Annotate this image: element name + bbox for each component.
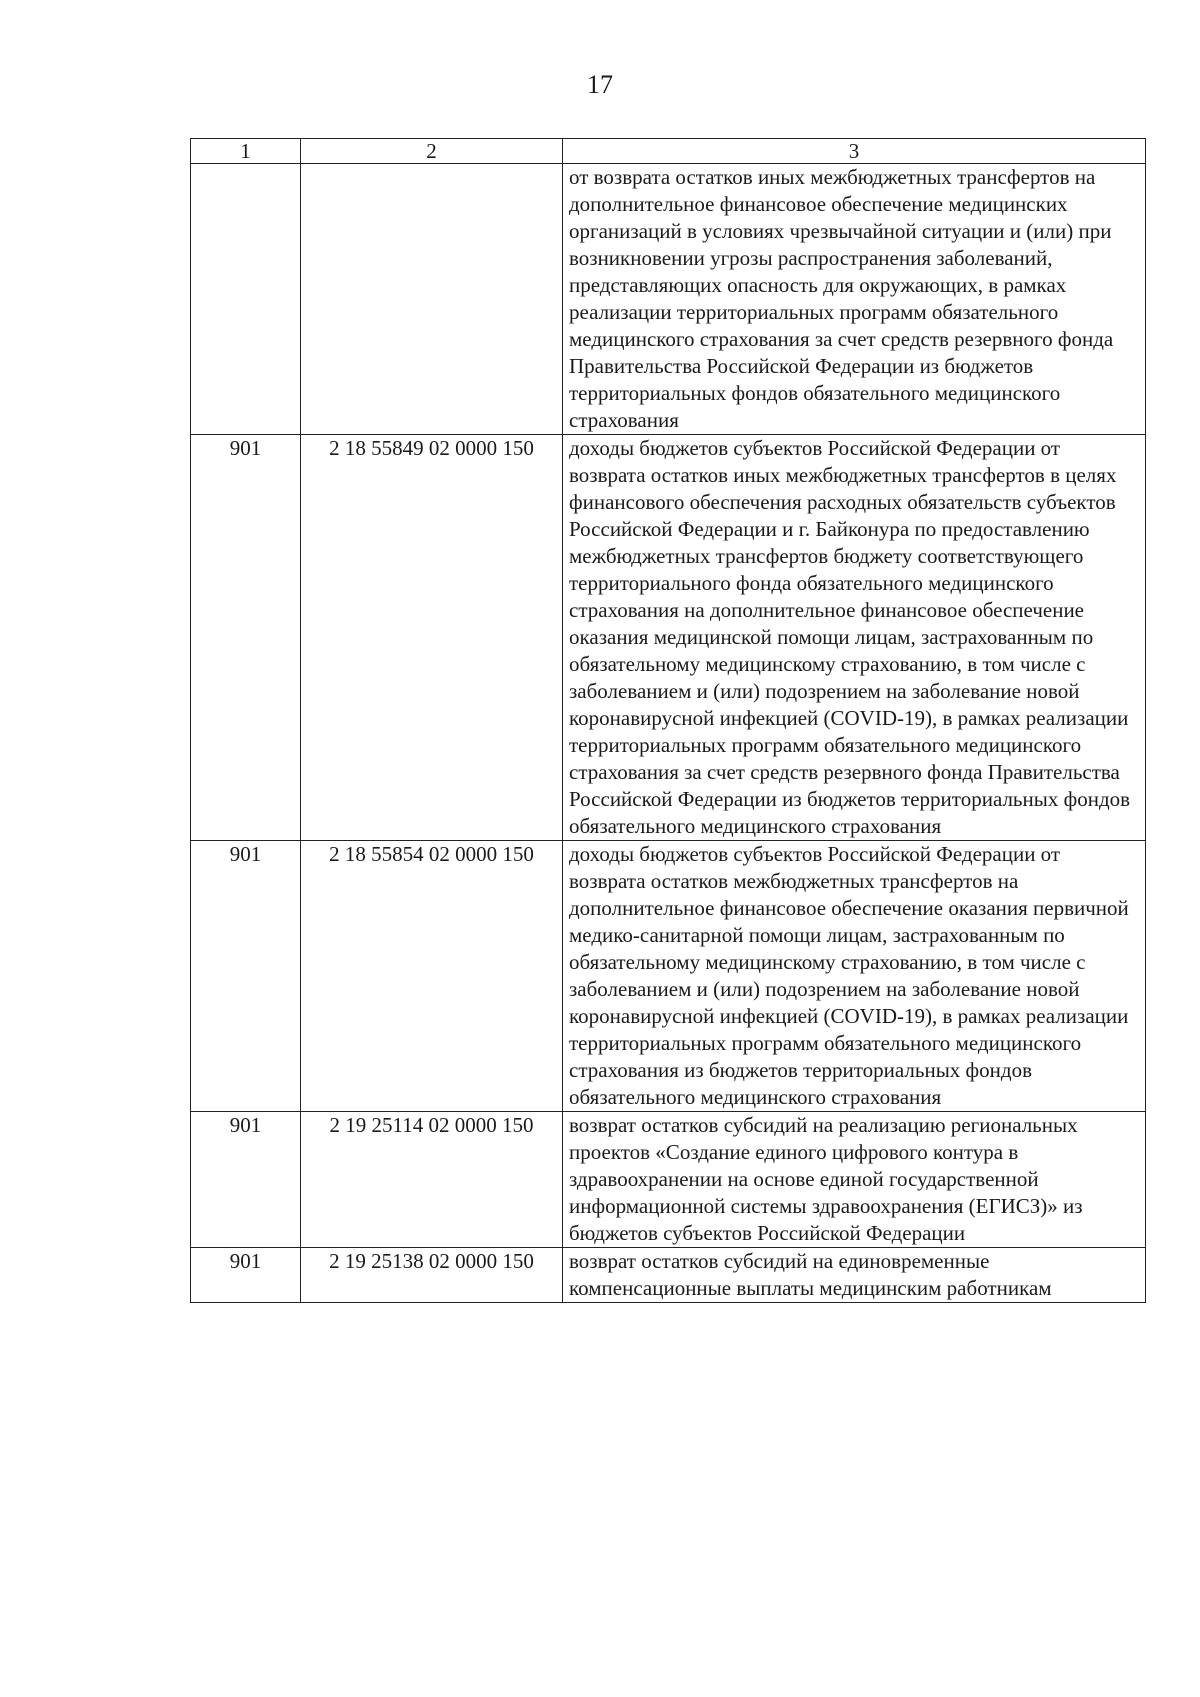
admin-code-cell: 901 <box>191 1248 301 1303</box>
description-cell: доходы бюджетов субъектов Российской Федерации от возврата остатков иных межбюджетных трансфертов в целях финансового обеспечения расходных обязательств субъектов Российской Федерации и г. Байконура по предоставлению межбюджетных трансфертов бюджету соответствующего территориального фонда обязательного медицинского страхования на дополнительное финансовое обеспечение оказания медицинской помощи лицам, застрахованным по обязательному медицинскому страхованию, в том числе с заболеванием и (или) подозрением на заболевание новой коронавирусной инфекцией (COVID-19), в рамках реализации территориальных программ обязательного медицинского страхования за счет средств резервного фонда Правительства Российской Федерации из бюджетов территориальных фондов обязательного медицинского страхования <box>563 435 1146 841</box>
admin-code-cell: 901 <box>191 1112 301 1248</box>
table-row <box>191 164 1146 435</box>
revenue-code-cell <box>301 164 563 435</box>
revenue-code-cell: 2 18 55854 02 0000 150 <box>301 841 563 1112</box>
description-cell: доходы бюджетов субъектов Российской Федерации от возврата остатков межбюджетных трансфертов на дополнительное финансовое обеспечение оказания первичной медико-санитарной помощи лицам, застрахованным по обязательному медицинскому страхованию, в том числе с заболеванием и (или) подозрением на заболевание новой коронавирусной инфекцией (COVID-19), в рамках реализации территориальных программ обязательного медицинского страхования из бюджетов территориальных фондов обязательного медицинского страхования <box>563 841 1146 1112</box>
admin-code-cell <box>191 164 301 435</box>
description-cell: от возврата остатков иных межбюджетных трансфертов на дополнительное финансовое обеспечение медицинских организаций в условиях чрезвычайной ситуации и (или) при возникновении угрозы распространения заболеваний, представляющих опасность для окружающих, в рамках реализации территориальных программ обязательного медицинского страхования за счет средств резервного фонда Правительства Российской Федерации из бюджетов территориальных фондов обязательного медицинского страхования <box>563 164 1146 435</box>
header-col-3: 3 <box>563 139 1146 164</box>
table-row <box>191 1112 1146 1248</box>
revenue-code-cell: 2 19 25114 02 0000 150 <box>301 1112 563 1248</box>
header-col-1: 1 <box>191 139 301 164</box>
table-header-row <box>191 139 1146 164</box>
description-cell: возврат остатков субсидий на единовременные компенсационные выплаты медицинским работникам <box>563 1248 1146 1303</box>
header-col-2: 2 <box>301 139 563 164</box>
revenue-codes-table <box>190 138 1146 1303</box>
revenue-code-cell: 2 18 55849 02 0000 150 <box>301 435 563 841</box>
description-cell: возврат остатков субсидий на реализацию региональных проектов «Создание единого цифрового контура в здравоохранении на основе единой государственной информационной системы здравоохранения (ЕГИСЗ)» из бюджетов субъектов Российской Федерации <box>563 1112 1146 1248</box>
table-row <box>191 1248 1146 1303</box>
table-row <box>191 841 1146 1112</box>
revenue-code-cell: 2 19 25138 02 0000 150 <box>301 1248 563 1303</box>
table-row <box>191 435 1146 841</box>
admin-code-cell: 901 <box>191 841 301 1112</box>
admin-code-cell: 901 <box>191 435 301 841</box>
page-number: 17 <box>587 70 613 99</box>
